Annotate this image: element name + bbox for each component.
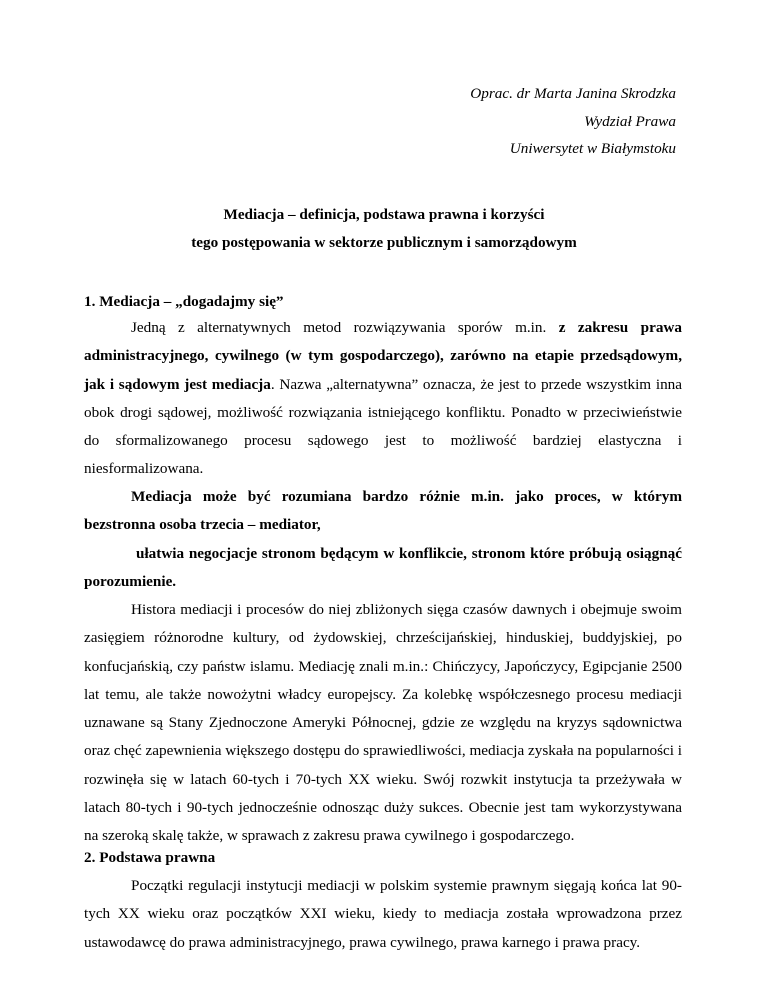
- document-title-line2: tego postępowania w sektorze publicznym i samorządowym: [191, 234, 577, 251]
- p1-text-bold: z zakresu prawa administracyjnego, cywilnego (w tym gospodarczego), zarówno na etapie przedsądowym, jak i sądowym jest mediacja: [84, 319, 682, 393]
- section2-paragraph1: Początki regulacji instytucji mediacji w polskim systemie prawnym sięgają końca lat 90-tych XX wieku oraz początków XXI wieku, kiedy to mediacja została wprowadzona przez ustawodawcę do prawa administracyjnego, prawa cywilnego, prawa karnego i prawa pracy.: [84, 877, 682, 951]
- document-title-line1: Mediacja – definicja, podstawa prawna i korzyści: [223, 206, 545, 223]
- section1-paragraph2: Mediacja może być rozumiana bardzo różnie m.in. jako proces, w którym bezstronna osoba trzecia – mediator,: [84, 488, 682, 534]
- p1-text-a: Jedną z alternatywnych metod rozwiązywania sporów m.in.: [131, 319, 559, 336]
- author-university: Uniwersytet w Białymstoku: [509, 140, 676, 157]
- author-name: Oprac. dr Marta Janina Skrodzka: [470, 85, 676, 102]
- section2-heading: 2. Podstawa prawna: [84, 849, 216, 866]
- section1-heading: 1. Mediacja – „dogadajmy się”: [84, 293, 284, 310]
- section1-paragraph4: Histora mediacji i procesów do niej zbliżonych sięga czasów dawnych i obejmuje swoim zasięgiem różnorodne kultury, od żydowskiej, chrześcijańskiej, hinduskiej, buddyjskiej, po konfucjańskią, czy państw islamu. Mediację znali m.in.: Chińczycy, Japończycy, Egipcjanie 2500 lat temu, ale także nowożytni władcy europejscy. Za kolebkę współczesnego procesu mediacji uznawane są Stany Zjednoczone Ameryki Północnej, gdzie ze względu na kryzys sądownictwa oraz chęć zapewnienia większego dostępu do sprawiedliwości, mediacja zyskała na popularności i rozwinęła się w latach 60-tych i 70-tych XX wieku. Swój rozwkit instytucja ta przeżywała w latach 80-tych i 90-tych jednocześnie odnosząc duży sukces. Obecnie jest tam wykorzystywana na szeroką skalę także, w sprawach z zakresu prawa cywilnego i gospodarczego.: [84, 601, 682, 845]
- section1-paragraph1: [84, 314, 682, 484]
- p1-text-c: . Nazwa „alternatywna” oznacza, że jest to przede wszystkim inna obok drogi sądowej, możliwość rozwiązania istniejącego konfliktu. Ponadto w przeciwieństwie do sformalizowanego procesu sądowego jest to możliwość bardziej elastyczna i niesformalizowana.: [84, 375, 683, 478]
- section1-paragraph3: ułatwia negocjacje stronom będącym w konflikcie, stronom które próbują osiągnąć porozumienie.: [84, 545, 682, 591]
- author-faculty: Wydział Prawa: [584, 113, 676, 130]
